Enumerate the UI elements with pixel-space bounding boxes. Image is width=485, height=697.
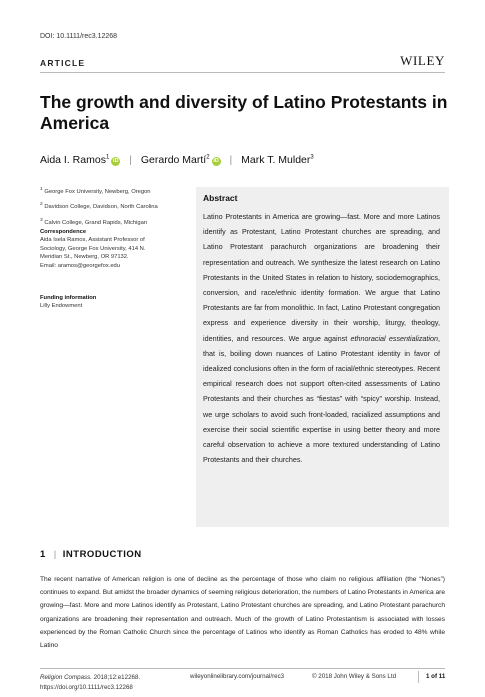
funding-text: Lilly Endowment (40, 303, 83, 310)
footer-citation: Religion Compass. 2018;12:e12268. https://doi.org/10.1111/rec3.12268 (40, 674, 141, 691)
section-number: 1 (40, 549, 46, 560)
article-title: The growth and diversity of Latino Protestants in America (40, 92, 448, 133)
page-number: 1 of 11 (426, 673, 446, 680)
footer-separator (418, 671, 419, 683)
author-sup: 2 (206, 154, 210, 161)
author-name[interactable]: Gerardo Martí (140, 154, 207, 166)
author-separator: | (229, 154, 233, 166)
section-heading (40, 549, 142, 560)
footer-divider (40, 668, 445, 669)
orcid-icon[interactable]: iD (113, 158, 119, 164)
footer-journal: Religion Compass. (40, 674, 92, 681)
affiliation: $^2$ Davidson College, Davidson, North Carolina (40, 202, 158, 211)
abstract-heading: Abstract (203, 193, 238, 203)
author-sup: 3 (310, 154, 314, 161)
author-name[interactable]: Aida I. Ramos (40, 154, 106, 166)
section-divider: | (53, 549, 57, 560)
section-title: INTRODUCTION (62, 549, 142, 560)
correspondence (40, 228, 190, 270)
abstract-emphasis: ethnoracial essentialization (350, 333, 438, 343)
footer-site-link[interactable]: wileyonlinelibrary.com/journal/rec3 (190, 673, 285, 680)
orcid-icon[interactable]: iD (213, 158, 219, 164)
doi-text: DOI: 10.1111/rec3.12268 (40, 33, 118, 40)
correspondence-line: Sociology, George Fox University, 414 N. (40, 245, 146, 252)
author-name[interactable]: Mark T. Mulder (241, 154, 311, 166)
funding-heading: Funding information (40, 295, 97, 301)
header-divider (40, 72, 445, 73)
correspondence-heading: Correspondence (40, 229, 87, 235)
correspondence-email[interactable]: Email: aramos@georgefox.edu (40, 262, 120, 269)
footer-doi-link[interactable]: https://doi.org/10.1111/rec3.12268 (40, 684, 133, 691)
footer-copyright: © 2018 John Wiley & Sons Ltd (312, 673, 397, 680)
article-type-label: ARTICLE (40, 58, 86, 68)
abstract-text: Latino Protestants in America are growing—fast. More and more Latinos identify as Protestant, Latino Protestant churches are spreading, and Latino Protestant parachurch organizations are broadening their representation and outreach. We synthesize the latest research on Latino Protestants in the United States in relation to history, sociodemographics, conversion, and race/ethnic identity formation. We argue that Latino Protestants are far from monolithic. In fact, Latino Protestant congregation express and experience diversity in their worship, liturgy, theology, identities, and resources. We argue against ethnoracial essentialization, that is, boiling down nuances of Latino Protestant identity in favor of idealized conclusions often in the form of racial/ethnic stereotypes. Recent empirical research does not support often-cited assessments of Latino Protestants and their churches as “fiestas” with “spicy” worship. Instead, we urge scholars to avoid such front-loaded, racialized assumptions and exercise their social scientific expertise in using better theory and more careful observation to achieve a more textured understanding of Latino Protestants and their churches. (203, 212, 440, 465)
affiliation: $^1$ George Fox University, Newberg, Oregon (40, 187, 151, 195)
correspondence-line: Aida Isela Ramos, Assistant Professor of (40, 237, 145, 244)
section-body: The recent narrative of American religion is one of decline as the percentage of those who claim no religious affiliation (the “Nones”) continues to expand. But amidst the broader dynamics of seeming religious deterioration, the numbers of Latino Protestants in America are growing—fast. More and more Latinos identify as Protestant, Latino Protestant churches are spreading, and Latino Protestant parachurch organizations are broadening their representation and outreach. Much of the growth of Latino Protestantism is associated with losses experienced by the Roman Catholic Church since the percentage of Latinos who identify as Roman Catholics has eroded to 48% while Latino (40, 576, 445, 650)
affiliation: $^3$ Calvin College, Grand Rapids, Michigan (40, 217, 148, 226)
author-list (40, 154, 314, 166)
author-sup: 1 (105, 154, 110, 161)
affiliations (40, 186, 190, 227)
publisher-logo: WILEY (400, 53, 445, 68)
funding-info (40, 294, 190, 311)
correspondence-line: Meridian St., Newberg, OR 97132. (40, 254, 129, 261)
author-separator: | (129, 154, 132, 166)
